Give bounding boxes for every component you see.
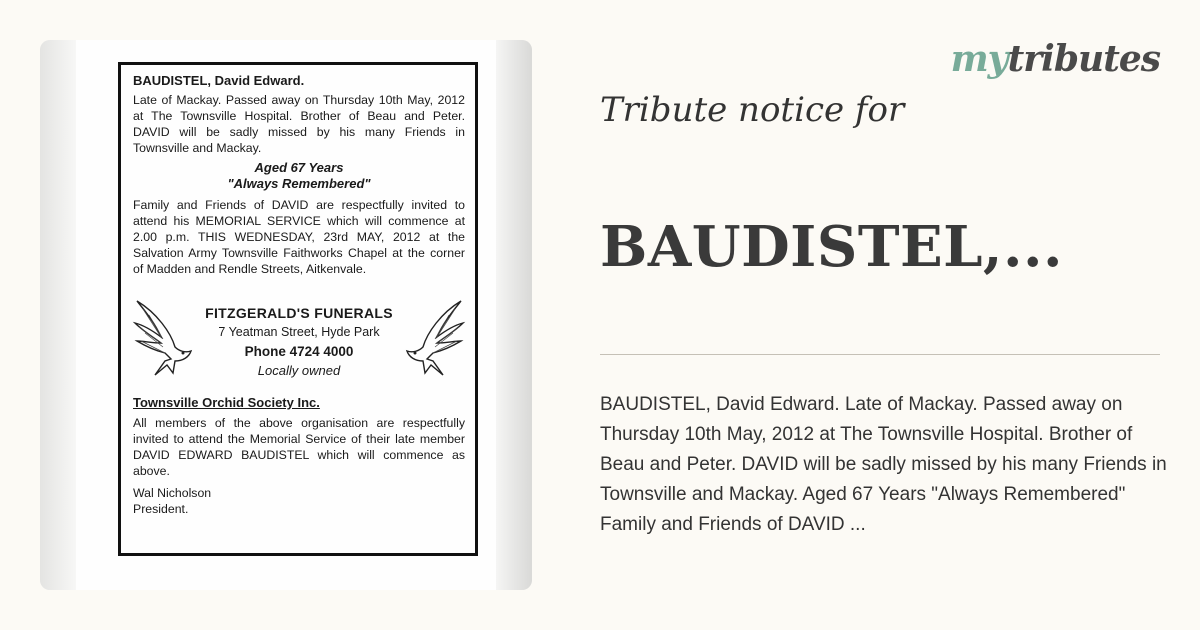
- funeral-name: FITZGERALD'S FUNERALS: [205, 305, 393, 321]
- notice-paragraph-1: Late of Mackay. Passed away on Thursday 10th May, 2012 at The Townsville Hospital. Brother of Beau and Peter. DAVID will be sadly missed by his many Friends in Townsville and Mackay.: [133, 93, 465, 155]
- signature-title: President.: [133, 502, 189, 516]
- funeral-phone: Phone 4724 4000: [244, 344, 354, 359]
- logo-part-tributes: tributes: [1007, 38, 1160, 80]
- notice-image: [40, 40, 532, 590]
- funeral-owned: Locally owned: [257, 363, 341, 378]
- notice-age: Aged 67 Years: [254, 160, 344, 175]
- notice-paragraph-2: Family and Friends of DAVID are respectfully invited to attend his MEMORIAL SERVICE which will commence at 2.00 p.m. THIS WEDNESDAY, 23rd MAY, 2012 at the Salvation Army Townsville Faithworks Chapel at the corner of Madden and Rendle Streets, Aitkenvale.: [133, 198, 465, 276]
- dove-icon: [405, 297, 467, 377]
- tribute-lead-text: Tribute notice for: [600, 90, 905, 130]
- divider: [600, 354, 1160, 355]
- newspaper-clipping: [76, 40, 496, 590]
- orchid-society-title: Townsville Orchid Society Inc.: [133, 395, 320, 410]
- tribute-summary: BAUDISTEL, David Edward. Late of Mackay. Passed away on Thursday 10th May, 2012 at The Townsville Hospital. Brother of Beau and Peter. DAVID will be sadly missed by his many Friends in Townsville and Mackay. Aged 67 Years "Always Remembered" Family and Friends of DAVID ...: [600, 394, 1167, 535]
- notice-remembered: "Always Remembered": [227, 176, 371, 191]
- deceased-name: BAUDISTEL,...: [600, 214, 1064, 280]
- notice-heading: BAUDISTEL, David Edward.: [133, 73, 305, 88]
- funeral-address: 7 Yeatman Street, Hyde Park: [218, 325, 380, 339]
- orchid-society-body: All members of the above organisation are respectfully invited to attend the Memorial Service of their late member DAVID EDWARD BAUDISTEL which will commence as above.: [133, 416, 465, 478]
- dove-icon: [131, 297, 193, 377]
- notice-frame: [118, 62, 478, 556]
- paper-shadow-left: [40, 40, 76, 590]
- mytributes-logo[interactable]: [951, 38, 1160, 80]
- logo-part-my: my: [950, 38, 1008, 80]
- funeral-director-block: [133, 295, 465, 391]
- paper-shadow-right: [496, 40, 532, 590]
- signature-name: Wal Nicholson: [133, 486, 212, 500]
